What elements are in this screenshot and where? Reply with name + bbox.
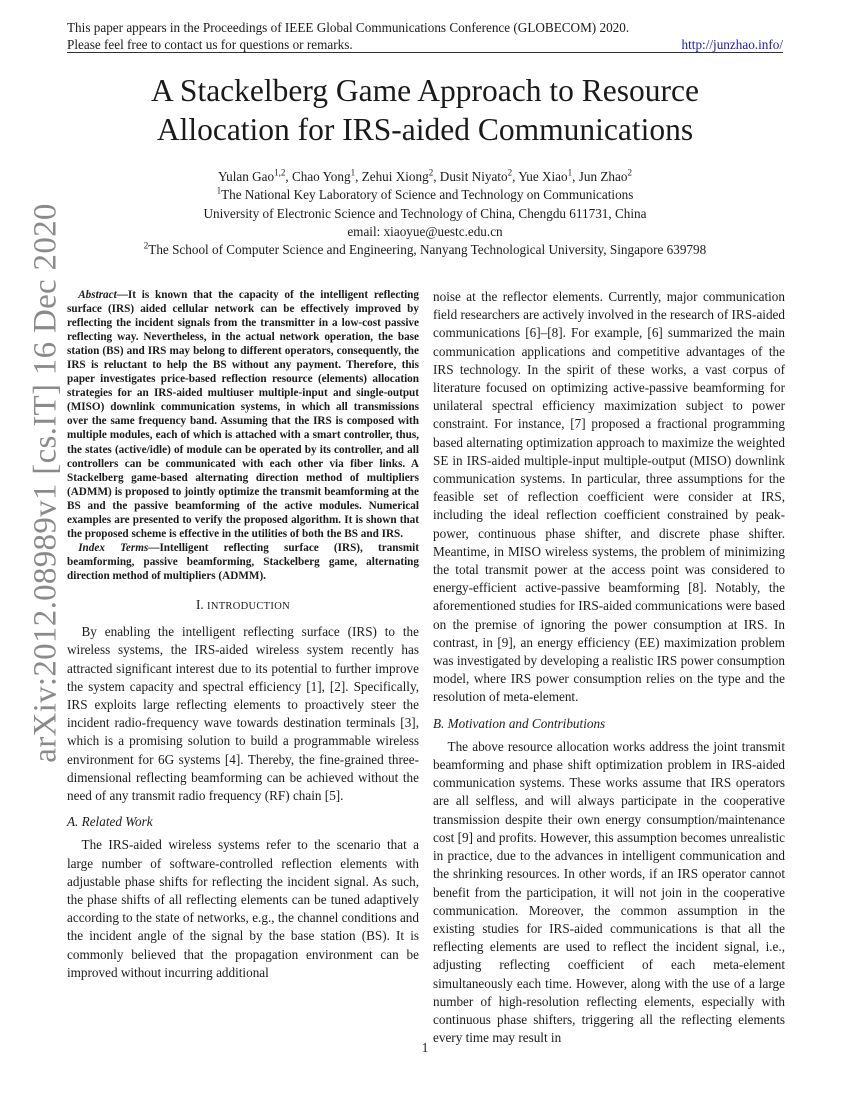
notice-line-1: This paper appears in the Proceedings of IEEE Global Communications Conference (GLOBECOM) 2020. (67, 20, 630, 35)
right-column (433, 288, 785, 1047)
abstract-label: Abstract (78, 289, 117, 301)
affiliation-1: $^1$The National Key Laboratory of Science and Technology on Communications (216, 185, 634, 203)
subsection-heading-related-work: A. Related Work (67, 814, 153, 830)
author-block (70, 168, 780, 259)
subsection-heading-motivation: B. Motivation and Contributions (433, 715, 606, 731)
contact-email: email: xiaoyue@uestc.edu.cn (347, 223, 503, 239)
author-affil-mark: 1 (567, 167, 573, 178)
notice-divider (67, 52, 783, 53)
author-list: Yulan Gao$^{1,2}$, Chao Yong$^1$, Zehui Xiong$^2$, Dusit Niyato$^2$, Yue Xiao$^1$, Jun Zhao$^2$ (218, 167, 632, 184)
conference-notice (67, 19, 783, 53)
intro-paragraph: By enabling the intelligent reflecting surface (IRS) to the wireless systems, the IRS-aided wireless system recently has attracted significant interest due to its potential to further improve the system capacity and spectral efficiency [1], [2]. Specifically, IRS exploits large reflecting elements to proactively steer the incident radio-frequency wave towards destination terminals [3], which is a promising solution to build a programmable wireless environment for 6G systems [4]. Thereby, the fine-grained three-dimensional reflecting beamforming can be achieved without the need of any transmit radio frequency (RF) chain [5]. (67, 624, 419, 804)
author-name: Chao Yong (291, 169, 351, 184)
related-work-paragraph: The IRS-aided wireless systems refer to the scenario that a large number of software-controlled reflection elements with adjustable phase shifts for reflecting the incident signal. As such, the phase shifts of all reflecting elements can be tuned adaptively according to the state of networks, e.g., the channel conditions and the incident angle of the signal by the base station (BS). It is commonly believed that the propagation environment can be improved without incurring additional (67, 837, 419, 980)
author-name: Yulan Gao (218, 169, 275, 184)
title-line-1: A Stackelberg Game Approach to Resource (151, 73, 699, 108)
related-work-paragraph-continued: noise at the reflector elements. Currently, major communication field researchers are actively involved in the research of IRS-aided communications [6]–[8]. For example, [6] summarized the main communication applications and competitive advantages of the IRS technology. In the spirit of these works, a vast corpus of literature focused on optimizing active-passive beamforming for unilateral spectral efficiency maximization subject to power constraint. For instance, [7] proposed a fractional programming based alternating optimization approach to maximize the weighted SE in IRS-aided multiple-input multiple-output (MISO) downlink communication systems. In particular, three assumptions for the feasible set of reflection coefficient were consider at IRS, including the ideal reflection coefficient constrained by peak-power, continuous phase shifter, and discrete phase shifter. Meantime, in MISO wireless systems, the problem of minimizing the total transmit power at the access point was considered to energy-efficient active-passive beamforming [8]. Notably, the aforementioned studies for IRS-aided communications were based on the premise of ignoring the power consumption at IRS. In contrast, in [9], an energy efficiency (EE) maximization problem was investigated by developing a realistic IRS power consumption model, where IRS power consumption relies on the type and the resolution of meta-element. (433, 289, 785, 705)
author-affil-mark: 2 (507, 167, 513, 178)
notice-line-2: Please feel free to contact us for questions or remarks. (67, 37, 353, 52)
paper-title (80, 71, 770, 149)
title-line-2: Allocation for IRS-aided Communications (156, 112, 694, 147)
author-homepage-link[interactable]: http://junzhao.info/ (681, 37, 783, 52)
section-heading-introduction: I. INTRODUCTION (196, 596, 290, 612)
author-name: Dusit Niyato (439, 169, 508, 184)
abstract (67, 288, 419, 541)
index-terms-label: Index Terms (78, 541, 149, 554)
index-terms (67, 541, 419, 583)
arxiv-stamp: arXiv:2012.08989v1 [cs.IT] 16 Dec 2020 (27, 203, 64, 763)
author-affil-mark: 2 (627, 167, 632, 178)
author-name: Yue Xiao (518, 169, 568, 184)
author-name: Zehui Xiong (361, 169, 429, 184)
page-number: 1 (421, 1040, 429, 1055)
affiliation-2: $^2$The School of Computer Science and Engineering, Nanyang Technological University, Singapore 639798 (143, 240, 707, 258)
abstract-text: —It is known that the capacity of the intelligent reflecting surface (IRS) aided cellular network can be effectively improved by reflecting the incident signals from the transmitter in a low-cost passive reflecting way. Nevertheless, in the actual network operation, the base station (BS) and IRS may belong to different operators, consequently, the IRS is reluctant to help the BS without any payment. Therefore, this paper investigates price-based reflection resource (elements) allocation strategies for an IRS-aided multiuser multiple-input and single-output (MISO) downlink communication systems, in which all transmissions over the same frequency band. Assuming that the IRS is composed with multiple modules, each of which is attached with a smart controller, thus, the states (active/idle) of module can be operated by its controller, and all controllers can be communicated with each other via fiber links. A Stackelberg game-based alternating direction method of multipliers (ADMM) is proposed to jointly optimize the transmit beamforming at the BS and the passive beamforming of the active modules. Numerical examples are presented to verify the proposed algorithm. It is shown that the proposed scheme is effective in the utilities of both the BS and IRS. (67, 289, 419, 540)
author-name: Jun Zhao (578, 169, 628, 184)
author-affil-mark: 1 (350, 167, 356, 178)
affiliation-1-university: University of Electronic Science and Technology of China, Chengdu 611731, China (203, 205, 647, 221)
index-terms-text: —Intelligent reflecting surface (IRS), transmit beamforming, passive beamforming, Stackelberg game, alternating direction method of multipliers (ADMM). (67, 541, 419, 582)
author-affil-mark: 2 (428, 167, 434, 178)
left-column (67, 288, 419, 982)
motivation-paragraph: The above resource allocation works address the joint transmit beamforming and phase shift optimization problem in IRS-aided communication systems. These works assume that IRS operators are all selfless, and will always participate in the cooperative transmission despite their own energy consumption/maintenance cost [9] and profits. However, this assumption becomes unrealistic in practice, due to the advances in intelligent communication and the shrinking resources. In other words, if an IRS operator cannot benefit from the participation, it will not join in the cooperative communication. Moreover, the common assumption in the existing studies for IRS-aided communications is that all the reflecting elements are used to reflect the incident signal, i.e., adjusting reflecting coefficient of each meta-element simultaneously each time. However, along with the use of a large number of high-resolution reflecting elements, especially with continuous phase shifters, triggering all the reflecting elements every time may result in (433, 738, 785, 1046)
author-affil-mark: 1,2 (274, 167, 286, 178)
